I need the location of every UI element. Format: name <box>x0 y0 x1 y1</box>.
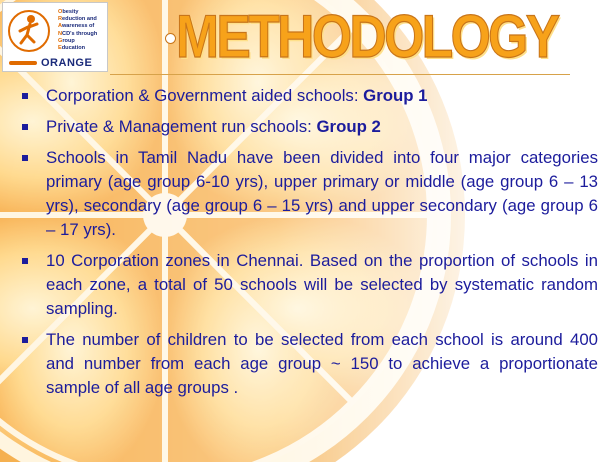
bullet-item: Private & Management run schools: Group 2 <box>18 115 598 139</box>
logo-line: Obesity <box>58 9 79 15</box>
bullet-item: Schools in Tamil Nadu have been divided into four major categories primary (age group 6-10 yrs), upper primary or middle (age group 6 – 13 yrs), secondary (age group 6 – 15 yrs) and upper secondary (age group 6 – 17 yrs). <box>18 146 598 242</box>
bullet-item: 10 Corporation zones in Chennai. Based on the proportion of schools in each zone, a total of 50 schools will be selected by systematic random sampling. <box>18 249 598 321</box>
bullet-marker <box>22 124 28 130</box>
logo-line: Education <box>58 45 86 52</box>
logo-line: Reduction and <box>58 16 97 23</box>
bullet-list <box>18 84 598 407</box>
page-title: METHODOLOGY <box>176 3 558 70</box>
logo-line: Group <box>58 37 75 44</box>
logo-name: ORANGE <box>41 57 93 69</box>
logo-acronym <box>58 9 97 52</box>
logo-line: NCD's through <box>58 30 98 37</box>
title-underline <box>110 74 570 75</box>
logo-swoosh <box>9 61 37 65</box>
bullet-marker <box>22 155 28 161</box>
bullet-marker <box>22 258 28 264</box>
bullet-item: The number of children to be selected from each school is around 400 and number from each age group ~ 150 to achieve a proportionate sample of all age groups . <box>18 328 598 400</box>
title-bullet-dot <box>165 33 176 44</box>
bullet-marker <box>22 337 28 343</box>
orange-logo <box>2 2 108 72</box>
bullet-marker <box>22 93 28 99</box>
bullet-item: Corporation & Government aided schools: Group 1 <box>18 84 598 108</box>
running-figure-icon <box>7 9 51 53</box>
logo-line: Awareness of <box>58 23 95 30</box>
